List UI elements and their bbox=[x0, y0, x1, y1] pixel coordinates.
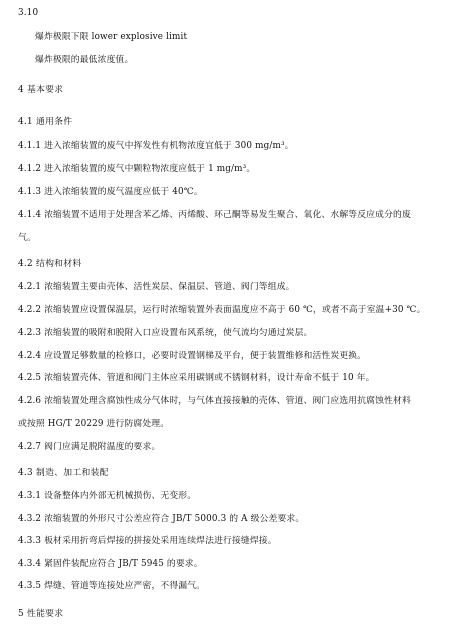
clause-4-2-3: 4.2.3 浓缩装置的吸附和脱附入口应设置布风系统，使气流均匀通过炭层。 bbox=[18, 328, 313, 338]
section-4-1-heading: 4.1 通用条件 bbox=[18, 117, 73, 127]
term-definition: 爆炸极限的最低浓度值。 bbox=[35, 55, 134, 65]
term-number: 3.10 bbox=[18, 8, 39, 18]
clause-4-1-2: 4.1.2 进入浓缩装置的废气中颗粒物浓度应低于 1 mg/m³。 bbox=[18, 164, 256, 174]
clause-4-2-6: 4.2.6 浓缩装置处理含腐蚀性成分气体时，与气体直接接触的壳体、管道、阀门应选用抗腐蚀性材料 bbox=[18, 396, 411, 406]
section-4-heading: 4 基本要求 bbox=[18, 85, 64, 95]
clause-4-2-5: 4.2.5 浓缩装置壳体、管道和阀门主体应采用碳钢或不锈钢材料，设计寿命不低于 10 年。 bbox=[18, 373, 375, 383]
clause-4-2-6-continued: 或按照 HG/T 20229 进行防腐处理。 bbox=[18, 419, 170, 429]
clause-4-2-1: 4.2.1 浓缩装置主要由壳体、活性炭层、保温层、管道、阀门等组成。 bbox=[18, 282, 295, 292]
section-5-heading: 5 性能要求 bbox=[18, 609, 64, 619]
section-4-2-heading: 4.2 结构和材料 bbox=[18, 259, 82, 269]
clause-4-1-4-continued: 气。 bbox=[18, 233, 36, 243]
clause-4-2-4: 4.2.4 应设置足够数量的检修口，必要时设置钢梯及平台，便于装置维修和活性炭更换。 bbox=[18, 351, 367, 361]
term-title: 爆炸极限下限 lower explosive limit bbox=[35, 32, 188, 42]
clause-4-3-5: 4.3.5 焊缝、管道等连接处应严密，不得漏气。 bbox=[18, 581, 206, 591]
section-4-3-heading: 4.3 制造、加工和装配 bbox=[18, 468, 109, 478]
clause-4-3-3: 4.3.3 板材采用折弯后焊接的拼接处采用连续焊法进行接缝焊接。 bbox=[18, 536, 277, 546]
clause-4-1-3: 4.1.3 进入浓缩装置的废气温度应低于 40℃。 bbox=[18, 187, 203, 197]
clause-4-3-2: 4.3.2 浓缩装置的外形尺寸公差应符合 JB/T 5000.3 的 A 级公差要求。 bbox=[18, 514, 305, 524]
clause-4-1-4: 4.1.4 浓缩装置不适用于处理含苯乙烯、丙烯酸、环己酮等易发生聚合、氧化、水解等反应成分的废 bbox=[18, 210, 411, 220]
clause-4-3-4: 4.3.4 紧固件装配应符合 JB/T 5945 的要求。 bbox=[18, 559, 203, 569]
clause-4-2-7: 4.2.7 阀门应满足脱附温度的要求。 bbox=[18, 442, 161, 452]
clause-4-1-1: 4.1.1 进入浓缩装置的废气中挥发性有机物浓度宜低于 300 mg/m³。 bbox=[18, 141, 294, 151]
clause-4-3-1: 4.3.1 设备整体内外部无机械损伤、无变形。 bbox=[18, 491, 197, 501]
clause-4-2-2: 4.2.2 浓缩装置应设置保温层，运行时浓缩装置外表面温度应不高于 60 ℃，或者不高于室温+30 ℃。 bbox=[18, 305, 426, 315]
